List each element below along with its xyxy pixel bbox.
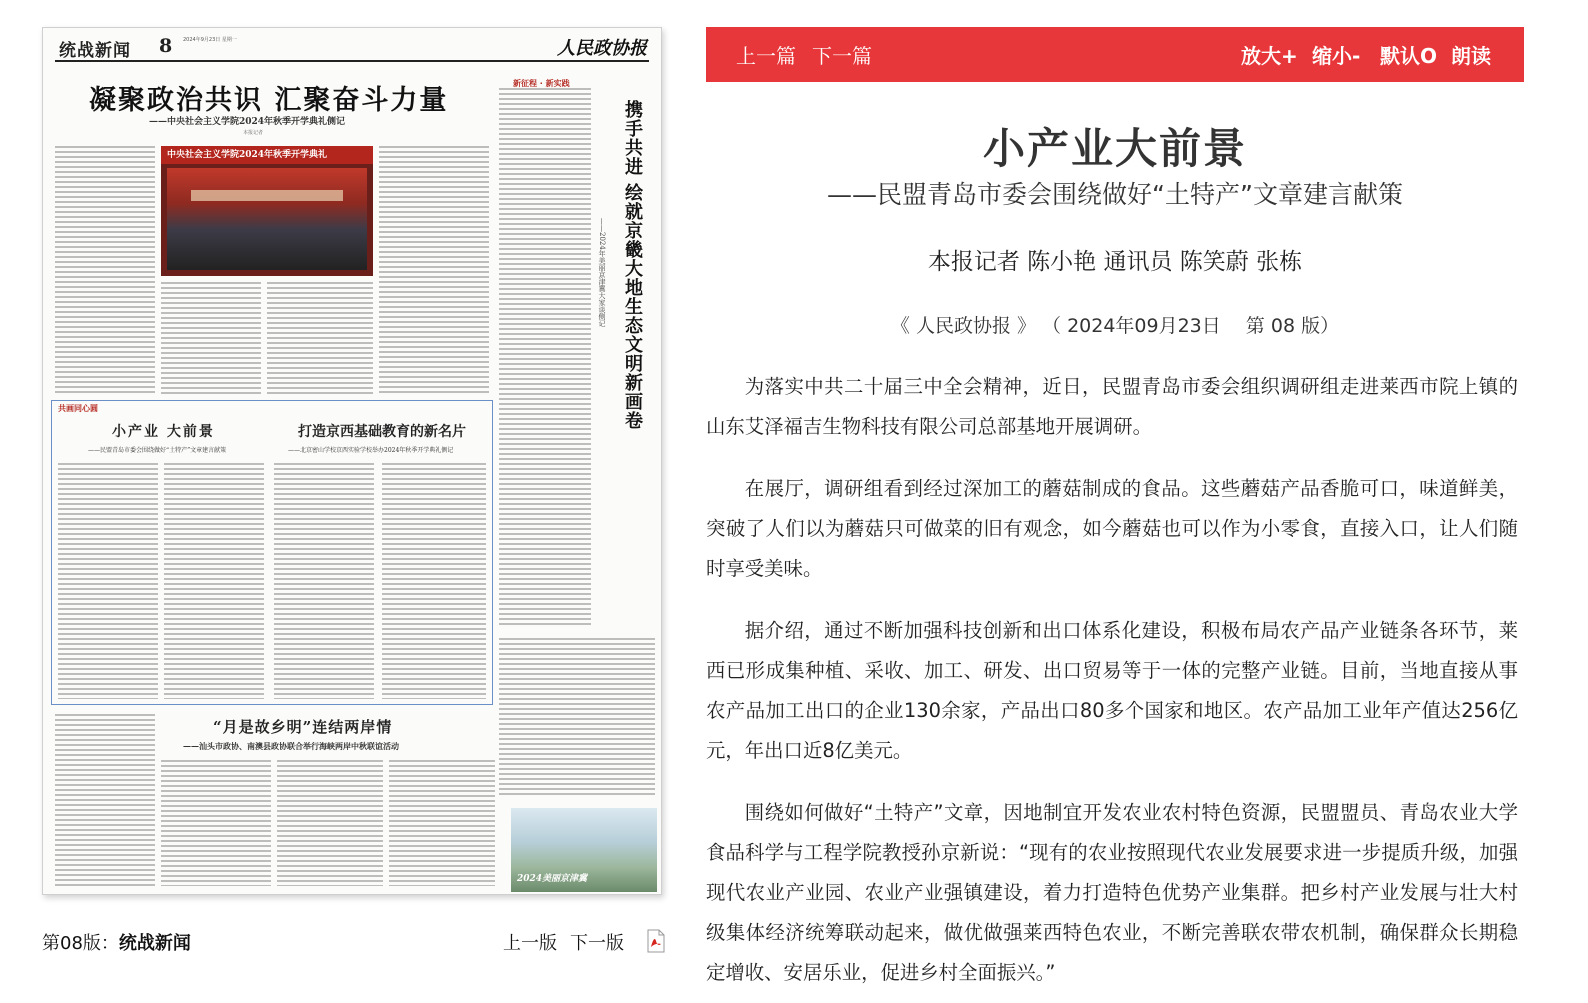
default-size-button[interactable]: 默认O <box>1380 44 1438 68</box>
text-column <box>274 463 374 699</box>
photo-image <box>167 168 367 270</box>
text-column <box>161 282 261 394</box>
article2-headline[interactable]: 打造京西基础教育的新名片 <box>298 424 466 440</box>
article1-headline[interactable]: 小产业 大前景 <box>112 424 215 440</box>
article3-subheadline: ——汕头市政协、南澳县政协联合举行海峡两岸中秋联谊活动 <box>183 741 399 751</box>
newspaper-page-image[interactable] <box>42 27 662 895</box>
text-column <box>499 638 655 798</box>
pdf-icon[interactable] <box>646 929 666 953</box>
zoom-out-button[interactable]: 缩小- <box>1312 44 1361 68</box>
article-paragraph: 为落实中共二十届三中全会精神，近日，民盟青岛市委会组织调研组走进莱西市院上镇的山东艾泽福吉生物科技有限公司总部基地开展调研。 <box>706 375 1518 438</box>
text-column <box>55 146 155 394</box>
next-page-link[interactable]: 下一版 <box>570 933 624 954</box>
article-byline: 本报记者 陈小艳 通讯员 陈笑蔚 张栋 <box>927 249 1303 275</box>
lead-headline[interactable]: 凝聚政治共识 汇聚奋斗力量 <box>89 85 449 116</box>
text-column <box>277 760 383 886</box>
masthead-page-number: 8 <box>159 35 173 57</box>
event-photo-caption: 2024美丽京津冀 <box>517 874 588 884</box>
zoom-in-button[interactable]: 放大+ <box>1241 44 1298 68</box>
page-label-prefix: 第08版： <box>42 933 119 954</box>
side-vertical-headline[interactable]: 携手共进 绘就京畿大地生态文明新画卷 <box>622 100 643 431</box>
article-title: 小产业大前景 <box>982 124 1247 173</box>
masthead-section: 统战新闻 <box>59 41 131 61</box>
article3-headline[interactable]: “月是故乡明”连结两岸情 <box>213 718 393 736</box>
text-column <box>379 146 489 394</box>
text-column <box>161 760 271 886</box>
text-column <box>164 463 264 699</box>
newspaper-logo: 人民政协报 <box>557 38 647 59</box>
side-column-tag <box>513 71 653 88</box>
event-photo <box>511 808 657 892</box>
newspaper-panel <box>0 0 690 1003</box>
article-body <box>706 367 1518 1003</box>
ceremony-photo <box>161 146 373 276</box>
text-column <box>58 463 158 699</box>
prev-article-link[interactable]: 上一篇 <box>736 44 796 68</box>
read-aloud-button[interactable]: 朗读 <box>1451 44 1491 68</box>
next-article-link[interactable]: 下一篇 <box>812 44 872 68</box>
lead-subheadline: ——中央社会主义学院2024年秋季开学典礼侧记 <box>149 117 346 127</box>
article1-subheadline: ——民盟青岛市委会围绕做好“土特产”文章建言献策 <box>88 447 227 454</box>
text-column <box>267 282 373 394</box>
side-tag-label: 新征程 · 新实践 <box>513 79 570 88</box>
photo-banner: 中央社会主义学院2024年秋季开学典礼 <box>161 146 373 164</box>
text-column <box>382 463 486 699</box>
article2-subheadline: ——北京密山学校京西实验学校举办2024年秋季开学典礼侧记 <box>288 447 454 454</box>
article-paragraph: 围绕如何做好“土特产”文章，因地制宜开发农业农村特色资源，民盟盟员、青岛农业大学食品科学与工程学院教授孙京新说：“现有的农业按照现代农业发展要求进一步提质升级，加强现代农业产业园、农业产业强镇建设，着力打造特色优势产业集群。把乡村产业发展与壮大村级集体经济统筹联动起来，做优做强莱西特色农业，不断完善联农带农机制，确保群众长期稳定增收、安居乐业，促进乡村全面振兴。” <box>706 801 1518 984</box>
article-source: 《 人民政协报 》 （ 2024年09月23日 第 08 版） <box>890 315 1340 337</box>
article-subtitle: ——民盟青岛市委会围绕做好“土特产”文章建言献策 <box>827 180 1403 209</box>
text-column <box>499 88 591 628</box>
side-vertical-subheadline: ——2024年美丽京津冀大家谈侧记 <box>598 218 606 327</box>
lead-byline: 本报记者 <box>243 130 264 136</box>
masthead-meta: 2024年9月23日 星期一 <box>183 37 237 43</box>
text-column <box>389 760 495 886</box>
article-toolbar <box>706 27 1524 82</box>
boxed-section <box>51 400 493 705</box>
prev-page-link[interactable]: 上一版 <box>503 933 557 954</box>
page-label <box>42 929 191 955</box>
masthead <box>55 34 649 62</box>
article-paragraph: 在展厅，调研组看到经过深加工的蘑菇制成的食品。这些蘑菇产品香脆可口，味道鲜美，突破了人们以为蘑菇只可做菜的旧有观念，如今蘑菇也可以作为小零食，直接入口，让人们随时享受美味。 <box>706 477 1518 580</box>
page-label-name: 统战新闻 <box>118 933 191 954</box>
text-column <box>55 714 155 886</box>
box-tag: 共画同心圆 <box>58 404 98 413</box>
article-paragraph: 据介绍，通过不断加强科技创新和出口体系化建设，积极布局农产品产业链条各环节，莱西已形成集种植、采收、加工、研发、出口贸易等于一体的完整产业链。目前，当地直接从事农产品加工出口的企业130余家，产品出口80多个国家和地区。农产品加工业年产值达256亿元，年出口近8亿美元。 <box>706 619 1518 762</box>
